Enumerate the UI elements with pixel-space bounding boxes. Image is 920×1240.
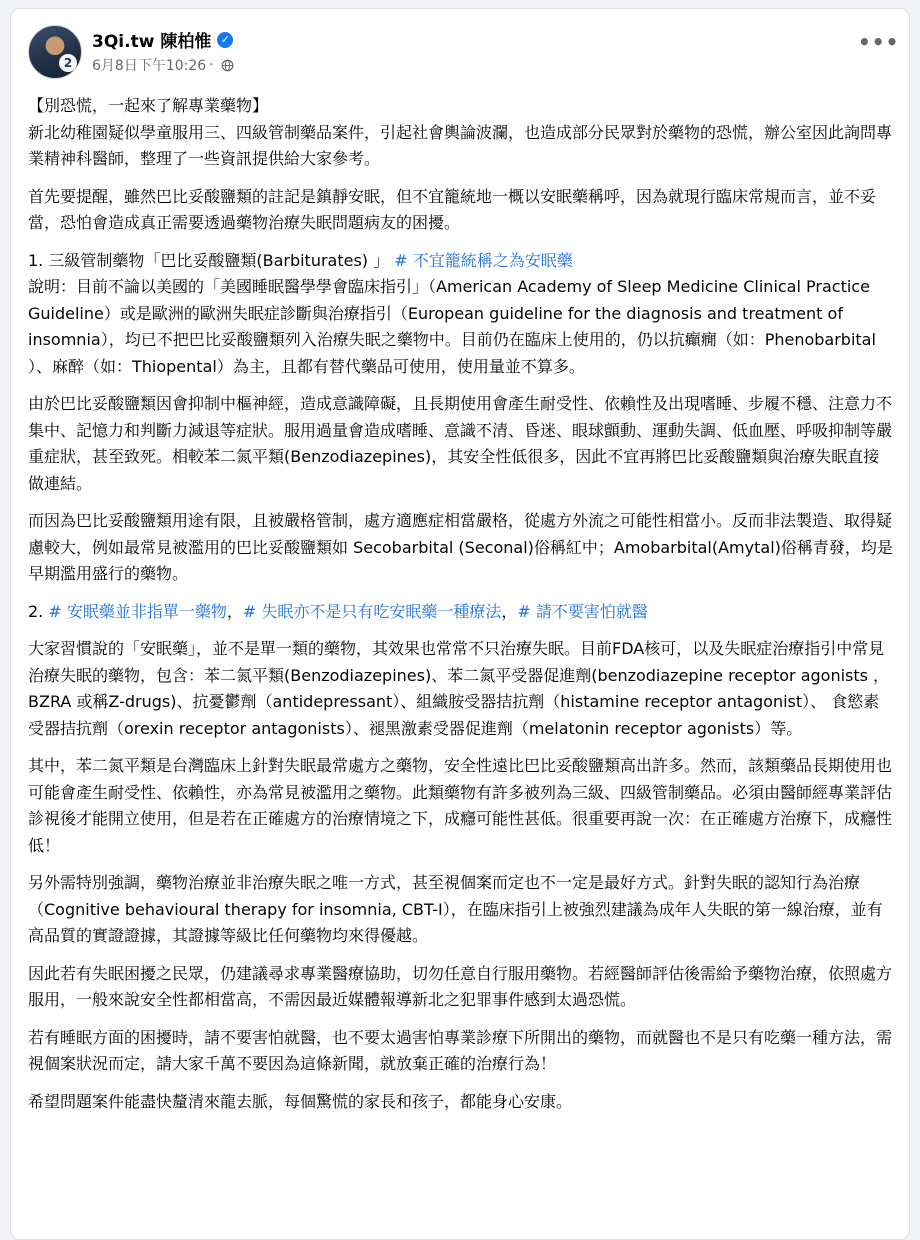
author-avatar[interactable] [28, 25, 82, 79]
post-timestamp[interactable]: 6月8日下午10:26 [92, 58, 207, 74]
paragraph-2 [28, 184, 894, 237]
hashtag-link[interactable]: # 不宜籠統稱之為安眠藥 [394, 250, 573, 270]
post-text: 【別恐慌，一起來了解專業藥物】 [28, 96, 269, 115]
post-text: 首先要提醒，雖然巴比妥酸鹽類的註記是鎮靜安眠，但不宜籠統地一概以安眠藥稱呼，因為就現行臨床常規而言，並不妥當，恐怕會造成真正需要透過藥物治療失眠問題病友的困擾。 [28, 186, 877, 232]
paragraph-3 [28, 248, 894, 381]
post-text: 若有睡眠方面的困擾時，請不要害怕就醫，也不要太過害怕專業診療下所開出的藥物，而就醫也不是只有吃藥一種方法，需視個案狀況而定，請大家千萬不要因為這條新聞，就放棄正確的治療行為！ [28, 1027, 893, 1073]
post-text: 其中，苯二氮平類是台灣臨床上針對失眠最常處方之藥物，安全性遠比巴比妥酸鹽類高出許多。然而，該類藥品長期使用也可能會產生耐受性、依賴性，亦為常見被濫用之藥物。此類藥物有許多被列為三級、四級管制藥品。必須由醫師經專業評估診視後才能開立使用，但是若在正確處方的治療情境之下，成癮可能性甚低。很重要再說一次：在正確處方治療下，成癮性低！ [28, 756, 893, 855]
avatar-badge: 2 [59, 54, 77, 72]
hashtag-link[interactable]: # 安眠藥並非指單一藥物 [48, 601, 227, 621]
post-body [28, 93, 894, 1126]
paragraph-12 [28, 1089, 894, 1116]
verified-icon: ✓ [217, 32, 233, 48]
hashtag-link[interactable]: # 失眠亦不是只有吃安眠藥一種療法 [242, 601, 502, 621]
post-text: 說明：目前不論以美國的「美國睡眠醫學學會臨床指引」（American Academy of Sleep Medicine Clinical Practice Guideline）或是歐洲的歐洲失眠症診斷與治療指引（European guideline for the diagnosis and treatment of insomnia），均已不把巴比妥酸鹽類列入治療失眠之藥物中。目前仍在臨床上使用的，仍以抗癲癇（如：Phenobarbital ）、麻醉（如：Thiopental）為主，且都有替代藥品可使用，使用量並不算多。 [28, 277, 876, 376]
paragraph-9 [28, 870, 894, 950]
post-text: 大家習慣說的「安眠藥」，並不是單一類的藥物，其效果也常常不只治療失眠。目前FDA核可，以及失眠症治療指引中常見治療失眠的藥物，包含：苯二氮平類(Benzodiazepines)、苯二氮平受器促進劑(benzodiazepine receptor agonists ，BZRA 或稱Z-drugs)、抗憂鬱劑（antidepressant）、組織胺受器拮抗劑（histamine receptor antagonist）、 食慾素受器拮抗劑（orexin receptor antagonists）、褪黑激素受器促進劑（melatonin receptor agonists）等。 [28, 639, 890, 738]
post-card [10, 8, 910, 1240]
paragraph-4 [28, 391, 894, 497]
post-text: 而因為巴比妥酸鹽類用途有限，且被嚴格管制，處方適應症相當嚴格，從處方外流之可能性相當小。反而非法製造、取得疑慮較大，例如最常見被濫用的巴比妥酸鹽類如 Secobarbital (Seconal)俗稱紅中；Amobarbital(Amytal)俗稱青發，均是早期濫用盛行的藥物。 [28, 511, 893, 583]
paragraph-5 [28, 508, 894, 588]
paragraph-8 [28, 753, 894, 859]
post-text: 由於巴比妥酸鹽類因會抑制中樞神經，造成意識障礙，且長期使用會產生耐受性、依賴性及出現嗜睡、步履不穩、注意力不集中、記憶力和判斷力減退等症狀。服用過量會造成嗜睡、意識不清、昏迷、眼球顫動、運動失調、低血壓、呼吸抑制等嚴重症狀，甚至致死。相較苯二氮平類(Benzodiazepines)，其安全性低很多，因此不宜再將巴比妥酸鹽類與治療失眠直接做連結。 [28, 394, 893, 493]
post-text: ， [226, 601, 243, 621]
post-text: 希望問題案件能盡快釐清來龍去脈，每個驚慌的家長和孩子，都能身心安康。 [28, 1091, 573, 1111]
paragraph-6 [28, 599, 894, 626]
more-options-icon[interactable]: ••• [858, 30, 900, 54]
paragraph-1 [28, 93, 894, 173]
paragraph-10 [28, 961, 894, 1014]
post-text: 2. [28, 601, 49, 621]
post-text: 另外需特別強調，藥物治療並非治療失眠之唯一方式，甚至視個案而定也不一定是最好方式。針對失眠的認知行為治療（Cognitive behavioural therapy for insomnia, CBT-I），在臨床指引上被強烈建議為成年人失眠的第一線治療，並有高品質的實證證據，其證據等級比任何藥物均來得優越。 [28, 873, 883, 945]
post-text: 1. 三級管制藥物「巴比妥酸鹽類(Barbiturates) 」 [28, 250, 395, 270]
paragraph-11 [28, 1025, 894, 1078]
author-name[interactable]: 3Qi.tw 陳柏惟 [92, 32, 212, 52]
post-text: ， [501, 601, 518, 621]
post-text: 因此若有失眠困擾之民眾，仍建議尋求專業醫療協助，切勿任意自行服用藥物。若經醫師評估後需給予藥物治療，依照處方服用，一般來說安全性都相當高，不需因最近媒體報導新北之犯罪事件感到太過恐慌。 [28, 963, 893, 1009]
hashtag-link[interactable]: # 請不要害怕就醫 [517, 601, 648, 621]
post-header [28, 23, 898, 83]
meta-separator: · [209, 57, 214, 73]
globe-icon [221, 59, 234, 72]
paragraph-7 [28, 636, 894, 742]
post-text: 新北幼稚園疑似學童服用三、四級管制藥品案件，引起社會輿論波瀾，也造成部分民眾對於藥物的恐慌，辦公室因此詢問專業精神科醫師，整理了一些資訊提供給大家參考。 [28, 122, 893, 168]
